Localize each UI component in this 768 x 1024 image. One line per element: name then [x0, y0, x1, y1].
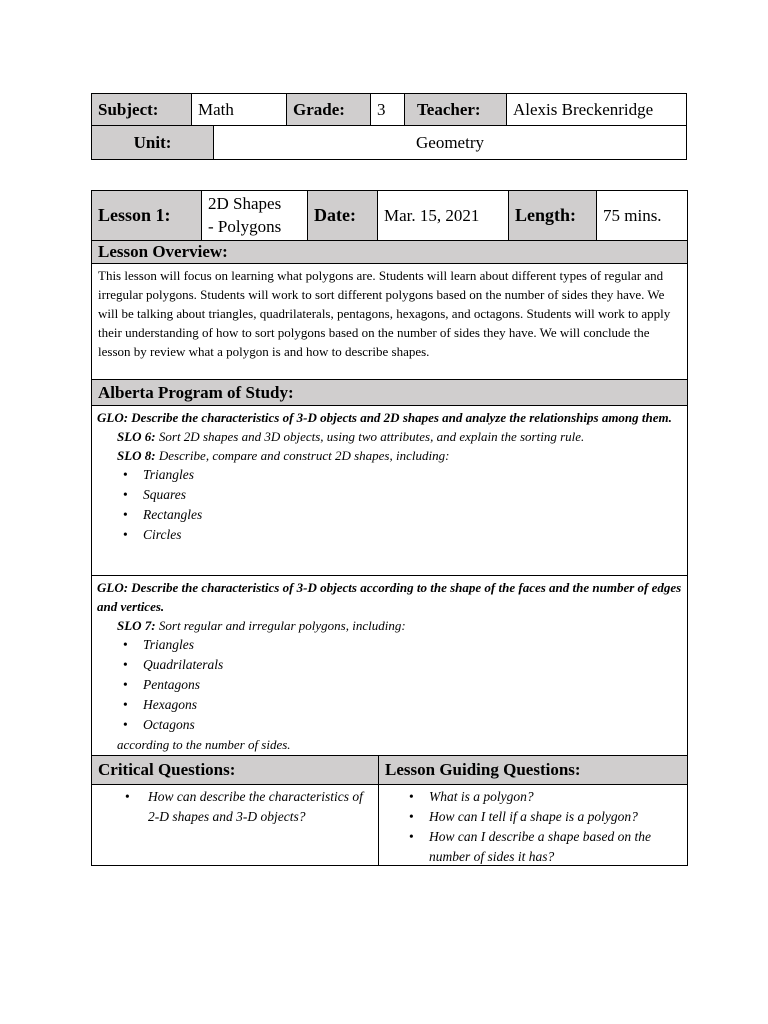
unit-label: Unit: [133, 132, 172, 152]
overview-text: This lesson will focus on learning what polygons are. Students will learn about different types of regular and irregular polygons. Students will work to sort different polygons based on the number of sides they have. We will be talking about triangles, quadrilaterals, pentagons, hexagons, and octagons. Students will work to apply their understanding of how to sort polygons based on the number of sides they have. We will conclude the lesson by review what a polygon is and how to describe shapes. [98, 268, 671, 359]
critical-questions-cell [91, 784, 379, 866]
teacher-value: Alexis Breckenridge [513, 99, 654, 119]
lesson-title-line2: - Polygons [208, 217, 282, 236]
grade-label-cell [286, 93, 371, 126]
subject-label-cell [91, 93, 192, 126]
slo6-text: Sort 2D shapes and 3D objects, using two attributes, and explain the sorting rule. [155, 429, 585, 444]
date-label-cell [307, 190, 378, 241]
teacher-label: Teacher: [417, 99, 481, 119]
overview-body-cell [91, 263, 688, 380]
list-item: • Squares [97, 485, 682, 505]
list-item: • Hexagons [97, 695, 682, 715]
slo7-line [97, 616, 682, 635]
program-heading: Alberta Program of Study: [98, 382, 294, 402]
length-value: 75 mins. [603, 205, 662, 225]
unit-value-cell [213, 125, 687, 160]
critical-questions-list [96, 787, 374, 827]
unit-value: Geometry [416, 132, 484, 152]
list-item: • Triangles [97, 465, 682, 485]
list-item: • Triangles [97, 635, 682, 655]
closing-text: according to the number of sides. [117, 737, 291, 752]
subject-label: Subject: [98, 99, 159, 119]
slo8-text: Describe, compare and construct 2D shapes, including: [155, 448, 450, 463]
overview-heading-cell [91, 240, 688, 264]
slo8-line [97, 446, 682, 465]
shapes-list-1 [97, 465, 682, 545]
length-value-cell [596, 190, 688, 241]
list-item: • How can describe the characteristics of 2-D shapes and 3-D objects? [96, 787, 374, 827]
guiding-heading: Lesson Guiding Questions: [385, 760, 581, 779]
lesson-title-cell [201, 190, 308, 241]
list-item: • Circles [97, 525, 682, 545]
slo6-line [97, 427, 682, 446]
slo7-text: Sort regular and irregular polygons, including: [155, 618, 406, 633]
teacher-value-cell [506, 93, 687, 126]
overview-heading: Lesson Overview: [98, 242, 228, 261]
lesson-label-cell [91, 190, 202, 241]
guiding-heading-cell [378, 755, 688, 785]
date-value: Mar. 15, 2021 [384, 205, 480, 225]
guiding-questions-cell [378, 784, 688, 866]
critical-heading-cell [91, 755, 379, 785]
slo7-label: SLO 7: [117, 618, 156, 633]
lesson-label: Lesson 1: [98, 205, 171, 225]
teacher-label-cell [404, 93, 507, 126]
date-label: Date: [314, 205, 356, 225]
shapes-list-2 [97, 635, 682, 735]
unit-label-cell [91, 125, 214, 160]
grade-label: Grade: [293, 99, 345, 119]
critical-heading: Critical Questions: [98, 760, 236, 779]
slo6-label: SLO 6: [117, 429, 156, 444]
lesson-title-line1: 2D Shapes [208, 194, 282, 213]
subject-value: Math [198, 99, 234, 119]
glo2-text: GLO: Describe the characteristics of 3-D objects according to the shape of the faces and the number of edges and vertices. [97, 580, 682, 614]
program-heading-cell [91, 379, 688, 406]
list-item: • What is a polygon? [383, 787, 683, 807]
subject-value-cell [191, 93, 287, 126]
date-value-cell [377, 190, 509, 241]
slo8-label: SLO 8: [117, 448, 156, 463]
list-item: • How can I describe a shape based on the number of sides it has? [383, 827, 683, 867]
list-item: • Pentagons [97, 675, 682, 695]
guiding-questions-list [383, 787, 683, 867]
program-glo2-cell [91, 575, 688, 756]
list-item: • Octagons [97, 715, 682, 735]
glo1-text: GLO: Describe the characteristics of 3-D objects and 2D shapes and analyze the relationships among them. [97, 410, 672, 425]
program-glo1-cell [91, 405, 688, 576]
list-item: • How can I tell if a shape is a polygon? [383, 807, 683, 827]
length-label: Length: [515, 205, 577, 225]
list-item: • Rectangles [97, 505, 682, 525]
length-label-cell [508, 190, 597, 241]
list-item: • Quadrilaterals [97, 655, 682, 675]
grade-value-cell [370, 93, 405, 126]
grade-value: 3 [377, 99, 386, 119]
